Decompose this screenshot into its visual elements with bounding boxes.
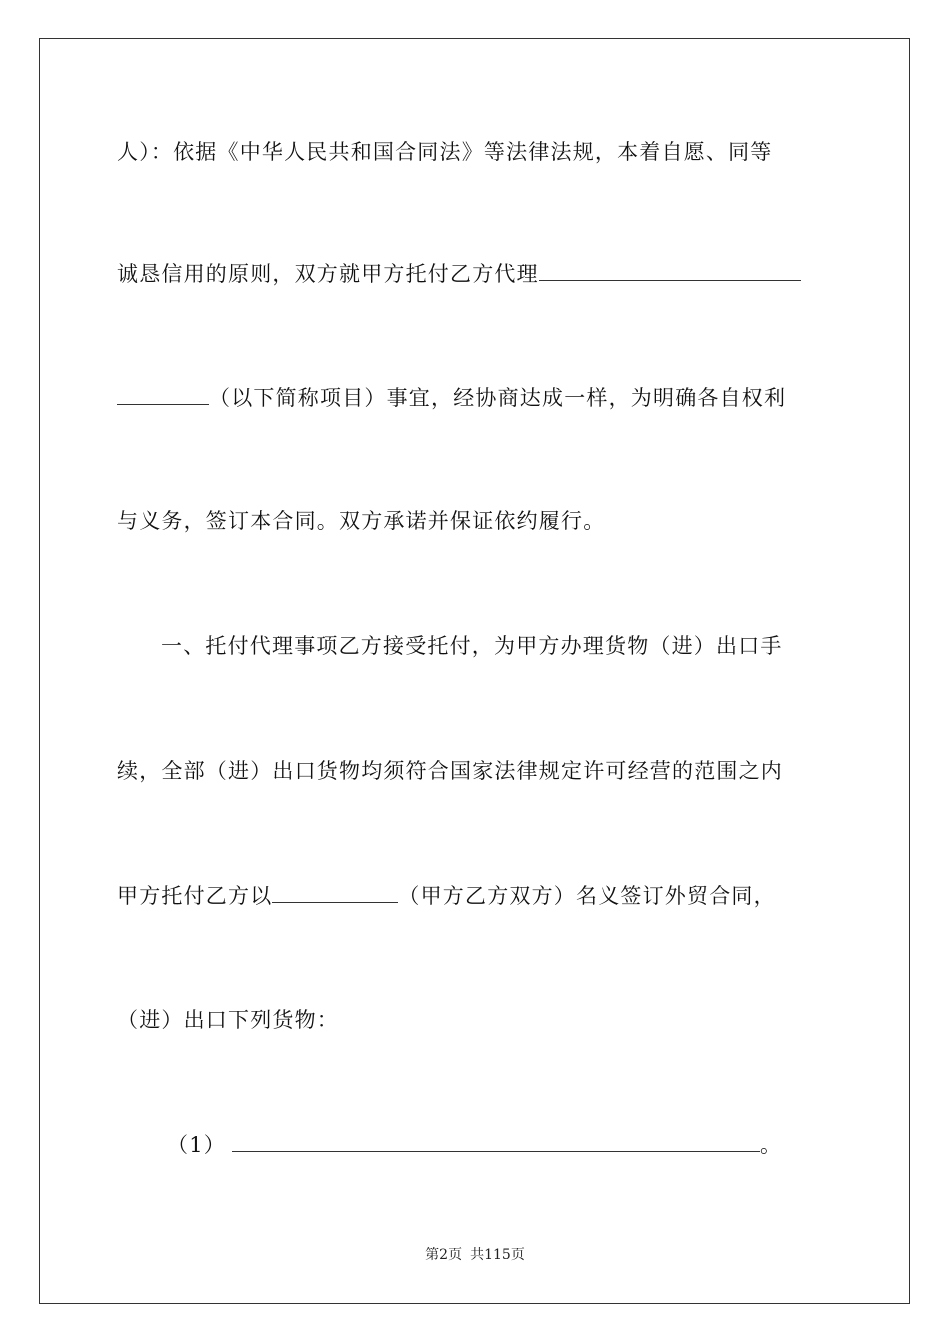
text-line-5: 一、托付代理事项乙方接受托付，为甲方办理货物（进）出口手 (161, 634, 783, 658)
paragraph-line-9 (117, 1130, 837, 1160)
paragraph-line-8 (117, 1005, 837, 1035)
paragraph-line-1 (117, 137, 837, 167)
text-line-2: 诚恳信用的原则，双方就甲方托付乙方代理 (117, 262, 539, 286)
fill-blank-agency-item[interactable] (539, 260, 801, 281)
page-number: 第2页 (425, 1247, 463, 1263)
paragraph-line-2 (117, 259, 837, 289)
total-pages: 共115页 (470, 1247, 525, 1263)
paragraph-line-4 (117, 506, 837, 536)
fill-blank-agency-item-cont[interactable] (117, 384, 209, 405)
page-frame (39, 38, 910, 1304)
text-line-7b: （甲方乙方双方）名义签订外贸合同， (398, 884, 776, 908)
list-period: 。 (759, 1133, 783, 1157)
text-line-4: 与义务，签订本合同。双方承诺并保证依约履行。 (117, 509, 606, 533)
paragraph-line-6 (117, 756, 837, 786)
text-line-3: （以下简称项目）事宜，经协商达成一样，为明确各自权利 (209, 386, 787, 410)
text-line-8: （进）出口下列货物： (117, 1008, 339, 1032)
paragraph-line-7 (117, 881, 837, 911)
fill-blank-signing-party[interactable] (272, 882, 398, 903)
paragraph-line-3 (117, 383, 837, 413)
page-footer (0, 1246, 950, 1264)
paragraph-line-5 (117, 631, 837, 661)
text-line-6: 续，全部（进）出口货物均须符合国家法律规定许可经营的范围之内 (117, 759, 783, 783)
list-number-1: （1） (167, 1133, 226, 1157)
fill-blank-goods-1[interactable] (232, 1131, 760, 1152)
text-line-1: 人）：依据《中华人民共和国合同法》等法律法规，本着自愿、同等 (117, 140, 773, 164)
text-line-7a: 甲方托付乙方以 (117, 884, 273, 908)
